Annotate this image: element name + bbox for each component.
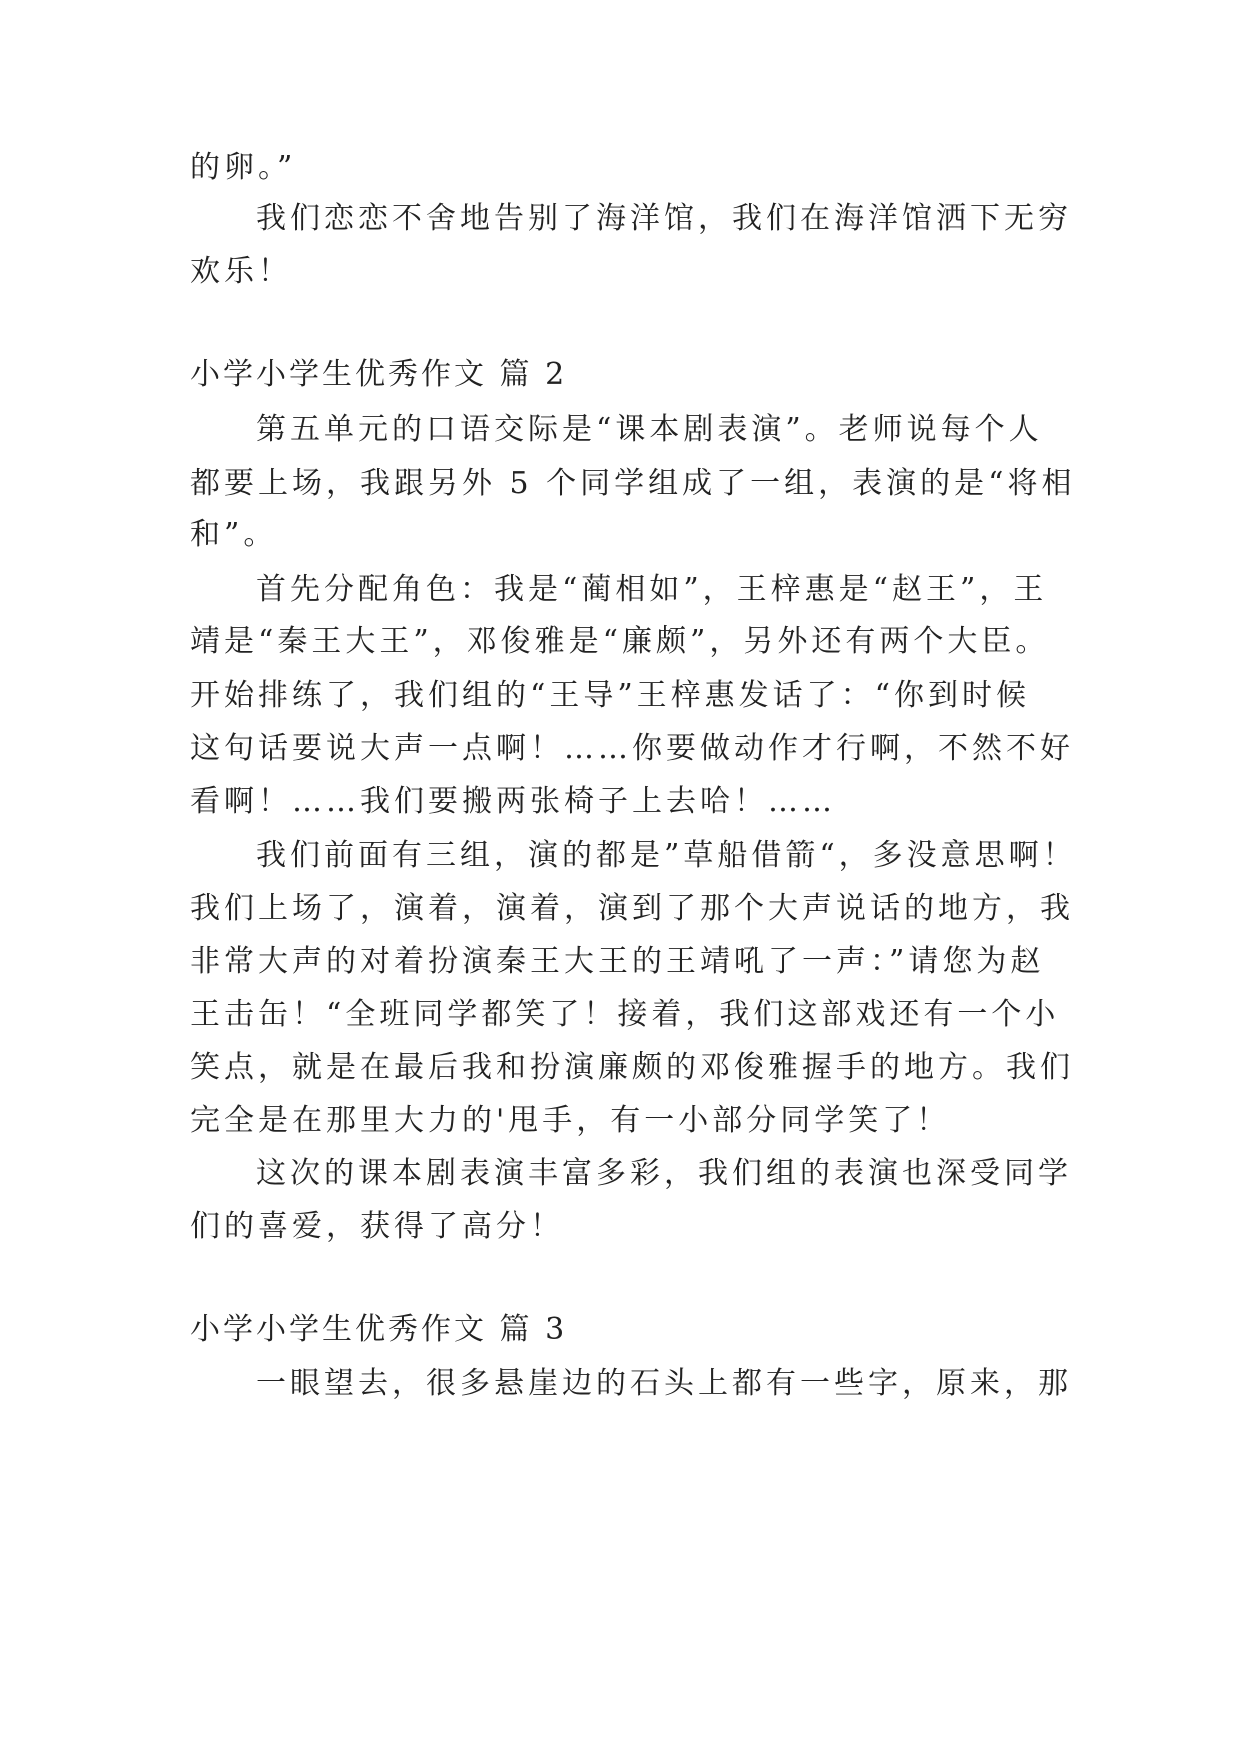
text-line: 一眼望去，很多悬崖边的石头上都有一些字，原来，那: [256, 1366, 1072, 1401]
text-line: 这句话要说大声一点啊！……你要做动作才行啊，不然不好: [190, 731, 1074, 766]
text-line: 这次的课本剧表演丰富多彩，我们组的表演也深受同学: [256, 1156, 1072, 1191]
section-heading: 小学小学生优秀作文 篇 3: [190, 1312, 568, 1347]
text-line: 王击缶！“全班同学都笑了！接着，我们这部戏还有一个小: [190, 997, 1060, 1032]
section-heading: 小学小学生优秀作文 篇 2: [190, 357, 568, 392]
text-line: 我们前面有三组，演的都是”草船借箭“，多没意思啊！: [256, 838, 1077, 873]
text-line: 笑点，就是在最后我和扮演廉颇的邓俊雅握手的地方。我们: [190, 1050, 1074, 1085]
text-line: 第五单元的口语交际是“课本剧表演”。老师说每个人: [256, 412, 1043, 447]
text-line: 开始排练了，我们组的“王导”王梓惠发话了：“你到时候: [190, 678, 1031, 713]
text-line: 靖是“秦王大王”，邓俊雅是“廉颇”，另外还有两个大臣。: [190, 624, 1050, 659]
text-line: 我们恋恋不舍地告别了海洋馆，我们在海洋馆洒下无穷: [256, 201, 1072, 236]
text-line: 首先分配角色：我是“蔺相如”，王梓惠是“赵王”，王: [256, 572, 1048, 607]
text-line: 和”。: [190, 517, 278, 552]
text-line: 看啊！……我们要搬两张椅子上去哈！……: [190, 784, 836, 819]
text-line: 们的喜爱，获得了高分！: [190, 1209, 564, 1244]
text-line: 欢乐！: [190, 254, 292, 289]
text-line: 的卵。”: [190, 150, 297, 185]
text-line: 非常大声的对着扮演秦王大王的王靖吼了一声：”请您为赵: [190, 944, 1045, 979]
text-line: 完全是在那里大力的'甩手，有一小部分同学笑了！: [190, 1103, 951, 1138]
text-line: 我们上场了，演着，演着，演到了那个大声说话的地方，我: [190, 891, 1074, 926]
text-line: 都要上场，我跟另外 5 个同学组成了一组，表演的是“将相: [190, 466, 1076, 501]
